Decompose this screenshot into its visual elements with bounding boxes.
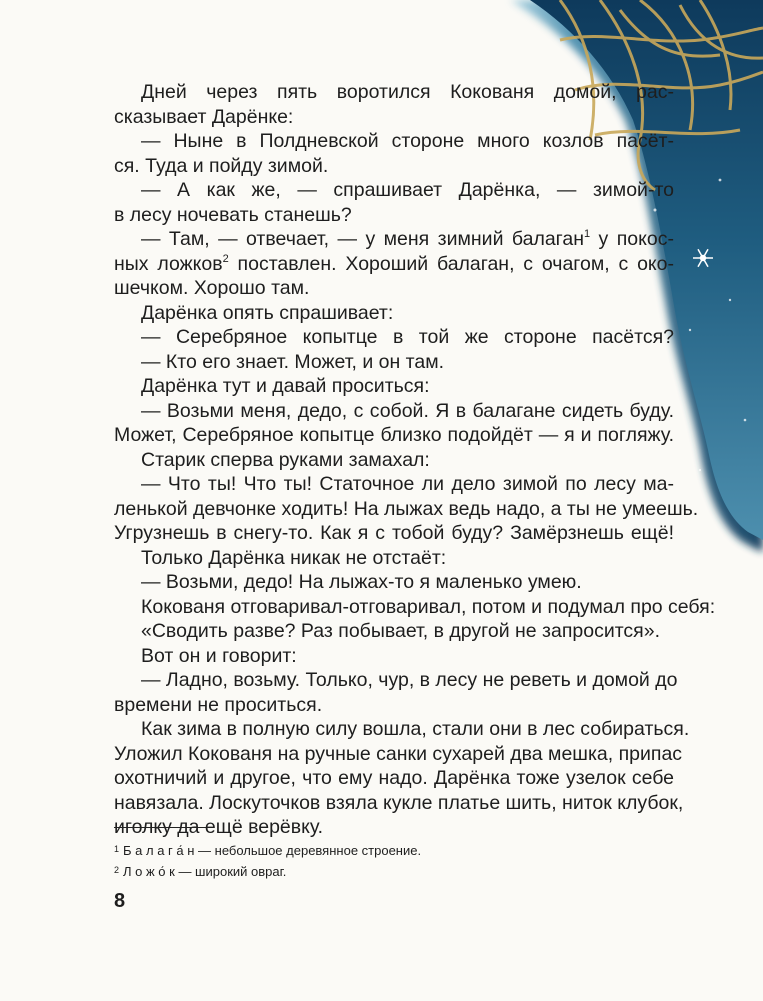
text-line: — Возьми, дедо! На лыжах-то я маленько умею. [141,571,582,593]
text-line: Вот он и говорит: [141,644,297,667]
text-line: в лесу ночевать станешь? [114,203,352,226]
text-line: — Ныне в Полдневской стороне много козлов пасёт- [141,130,674,152]
footnote-1: $^1$ Б а л а г а́ н — небольшое деревянное строение. [114,843,422,858]
text-line: навязала. Лоскуточков взяла кукле платье шить, ниток клубок, [114,791,684,814]
footnotes [114,840,421,881]
text-line: — Возьми меня, дедо, с собой. Я в балагане сидеть буду. [141,399,674,422]
text-line: шечком. Хорошо там. [114,277,310,299]
text-line: времени не проситься. [114,693,323,716]
text-line: — Серебряное копытце в той же стороне пасётся? [141,326,674,348]
text-line: Угрузнешь в снегу-то. Как я с тобой буду? Замёрзнешь ещё! [114,522,674,544]
text-line: — А как же, — спрашивает Дарёнка, — зимой-то [141,179,674,201]
text-line: ленькой девчонке ходить! На лыжах ведь надо, а ты не умеешь. [114,497,699,520]
text-line: Уложил Кокованя на ручные санки сухарей два мешка, припас [114,742,683,765]
text-line: иголку да ещё верёвку. [114,816,324,838]
text-line: сказывает Дарёнке: [114,105,294,128]
text-fragment: ных ложков [114,252,223,275]
text-line: — Ладно, возьму. Только, чур, в лесу не реветь и домой до [141,669,678,691]
footnote-divider [114,827,208,828]
text-line: — Кто его знает. Может, и он там. [141,350,445,373]
text-line: Дней через пять воротился Кокованя домой, рас- [141,81,674,103]
footnote-2: $^2$ Л о ж о́ к — широкий овраг. [114,863,287,879]
text-line: «Сводить разве? Раз побывает, в другой не запросится». [141,620,661,642]
text-line: Старик сперва руками замахал: [141,448,430,471]
footnote-reference: 2 [222,252,229,265]
text-fragment: — Там, — отвечает, — у меня зимний балаган [141,228,584,250]
text-line: охотничий и другое, что ему надо. Дарёнка тоже узелок себе [114,767,674,789]
text-fragment: поставлен. Хороший балаган, с очагом, с око- [228,252,674,275]
footnote-reference: 1 [583,228,591,240]
text-line: — Что ты! Что ты! Статочное ли дело зимой по лесу ма- [141,473,674,495]
text-fragment: у покос- [590,228,674,250]
text-line: Только Дарёнка никак не отстаёт: [141,546,447,569]
text-line: Как зима в полную силу вошла, стали они в лес собираться. [141,718,690,740]
text-line: Дарёнка тут и давай проситься: [141,375,430,397]
text-line [114,227,674,252]
page-number: 8 [114,890,126,912]
story-text [114,80,716,840]
text-line: Дарёнка опять спрашивает: [141,301,394,324]
text-line: ся. Туда и пойду зимой. [114,154,329,177]
text-line: Кокованя отговаривал-отговаривал, потом и подумал про себя: [141,595,716,618]
text-line [114,252,674,277]
text-line: Может, Серебряное копытце близко подойдёт — я и погляжу. [114,424,674,446]
